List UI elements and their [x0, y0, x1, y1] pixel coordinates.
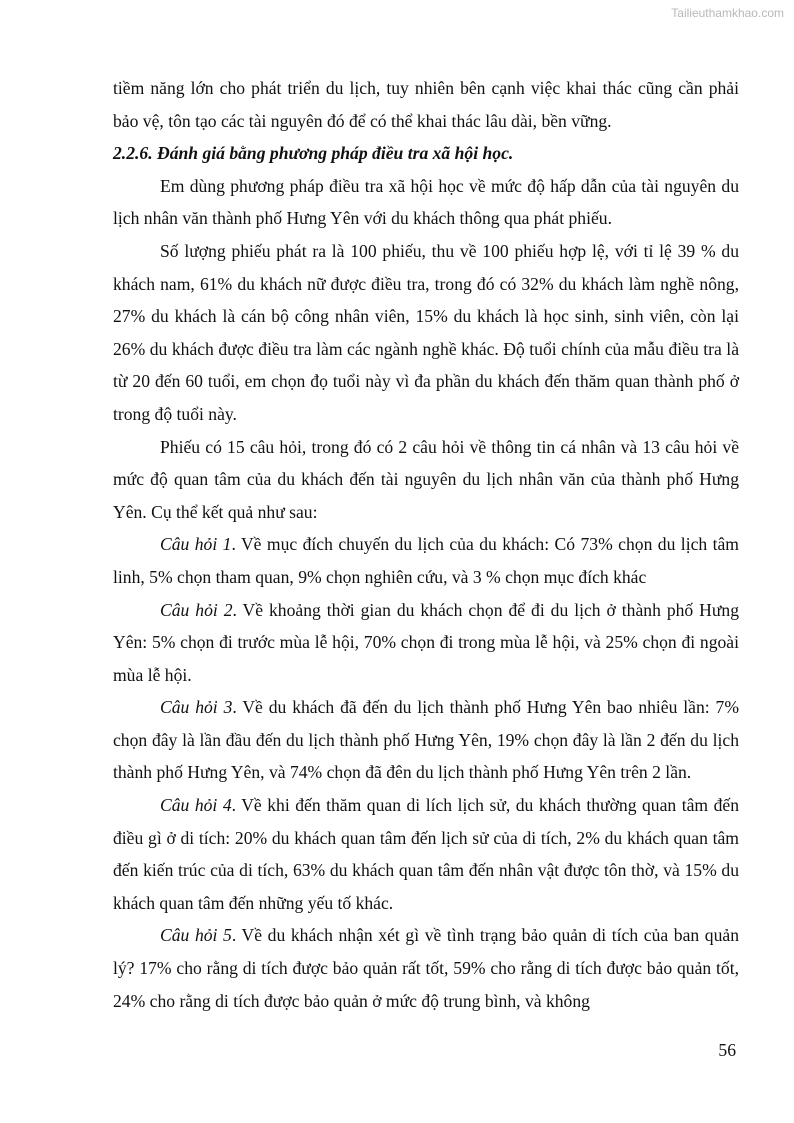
question-paragraph [113, 789, 739, 919]
question-paragraph [113, 594, 739, 692]
question-label: Câu hỏi 3 [160, 697, 233, 718]
question-paragraph [113, 528, 739, 593]
question-text: . Về mục đích chuyến du lịch của du khách: Có 73% chọn du lịch tâm linh, 5% chọn tham quan, 9% chọn nghiên cứu, và 3 % chọn mục đích khác [113, 534, 739, 587]
document-body [113, 72, 739, 1017]
paragraph: Phiếu có 15 câu hỏi, trong đó có 2 câu hỏi về thông tin cá nhân và 13 câu hỏi về mức độ quan tâm của du khách đến tài nguyên du lịch nhân văn của thành phố Hưng Yên. Cụ thể kết quả như sau: [113, 436, 739, 522]
question-text: . Về khi đến thăm quan di lích lịch sử, du khách thường quan tâm đến điều gì ở di tích: 20% du khách quan tâm đến lịch sử của di tích, 2% du khách quan tâm đến kiến trúc của di tích, 63% du khách quan tâm đến nhân vật được tôn thờ, và 15% du khách quan tâm đến những yếu tố khác. [113, 795, 739, 913]
watermark: Tailieuthamkhao.com [671, 6, 784, 20]
question-text: . Về khoảng thời gian du khách chọn để đi du lịch ở thành phố Hưng Yên: 5% chọn đi trước mùa lễ hội, 70% chọn đi trong mùa lễ hội, và 25% chọn đi ngoài mùa lễ hội. [113, 599, 740, 685]
question-label: Câu hỏi 5 [160, 925, 232, 946]
question-text: . Về du khách nhận xét gì về tình trạng bảo quản di tích của ban quản lý? 17% cho rằng di tích được bảo quản rất tốt, 59% cho rằng di tích được bảo quản tốt, 24% cho rằng di tích được bảo quản ở mức độ trung bình, và không [113, 925, 740, 1011]
question-label: Câu hỏi 4 [160, 795, 232, 816]
question-paragraph [113, 919, 739, 1017]
paragraph: tiềm năng lớn cho phát triển du lịch, tuy nhiên bên cạnh việc khai thác cũng cần phải bảo vệ, tôn tạo các tài nguyên đó để có thể khai thác lâu dài, bền vững. [113, 78, 739, 131]
paragraph: Số lượng phiếu phát ra là 100 phiếu, thu về 100 phiếu hợp lệ, với tỉ lệ 39 % du khách nam, 61% du khách nữ được điều tra, trong đó có 32% du khách làm nghề nông, 27% du khách là cán bộ công nhân viên, 15% du khách là học sinh, sinh viên, còn lại 26% du khách được điều tra làm các ngành nghề khác. Độ tuổi chính của mẫu điều tra là từ 20 đến 60 tuổi, em chọn đọ tuổi này vì đa phần du khách đến thăm quan thành phố ở trong độ tuổi này. [113, 240, 739, 424]
paragraph: Em dùng phương pháp điều tra xã hội học về mức độ hấp dẫn của tài nguyên du lịch nhân văn thành phố Hưng Yên với du khách thông qua phát phiếu. [113, 175, 739, 229]
question-label: Câu hỏi 2 [160, 599, 233, 620]
question-paragraph [113, 691, 739, 789]
question-text: . Về du khách đã đến du lịch thành phố Hưng Yên bao nhiêu lần: 7% chọn đây là lần đầu đến du lịch thành phố Hưng Yên, 19% chọn đây là lần 2 đến du lịch thành phố Hưng Yên, và 74% chọn đã đên du lịch thành phố Hưng Yên trên 2 lần. [113, 697, 739, 783]
question-label: Câu hỏi 1 [160, 534, 232, 555]
section-heading: 2.2.6. Đánh giá bằng phương pháp điều tra xã hội học. [113, 143, 514, 164]
page-number: 56 [718, 1040, 736, 1060]
